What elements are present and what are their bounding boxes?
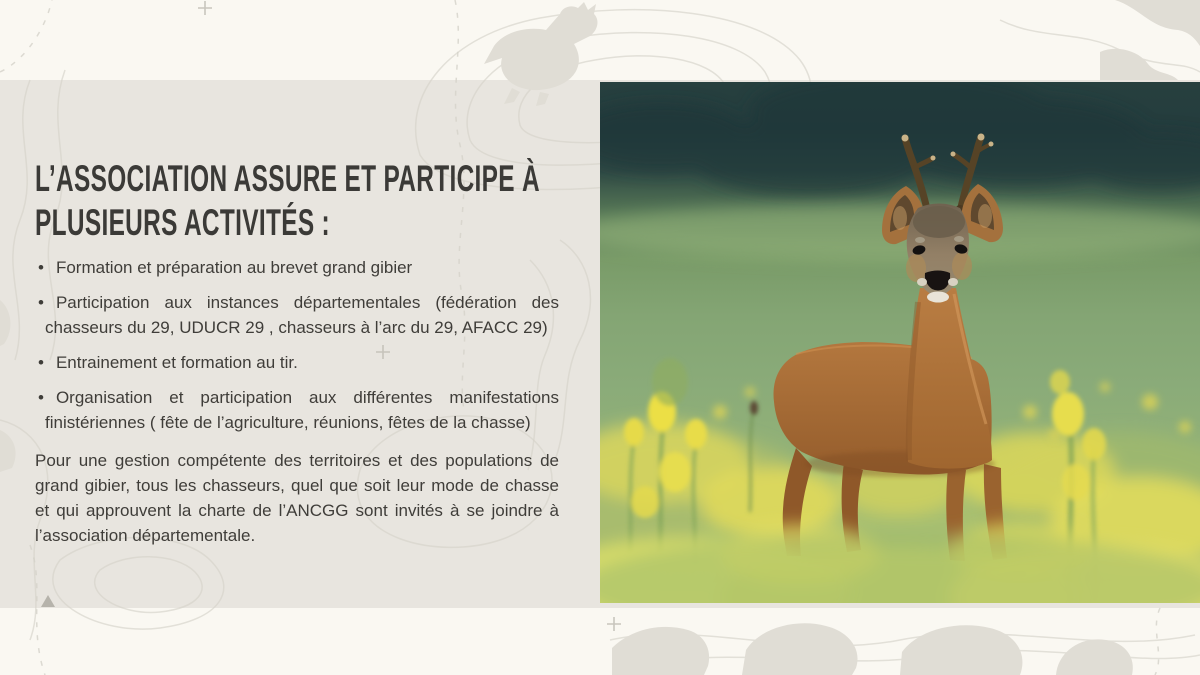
animal-silhouettes (612, 623, 1133, 675)
deer-illustration (600, 82, 1200, 603)
text-panel (35, 157, 559, 548)
slide-title-line-2: PLUSIEURS ACTIVITÉS : (35, 202, 331, 243)
list-item: • Formation et préparation au brevet grand gibier (35, 255, 559, 280)
list-item: • Entrainement et formation au tir. (35, 350, 559, 375)
list-item: • Organisation et participation aux différentes manifestations finistériennes ( fête de l’agriculture, réunions, fêtes de la chasse) (35, 385, 559, 435)
slide-title-line-1: L’ASSOCIATION ASSURE ET PARTICIPE À (35, 158, 540, 199)
closing-paragraph: Pour une gestion compétente des territoires et des populations de grand gibier, tous les chasseurs, quel que soit leur mode de chasse et qui approuvent la charte de l’ANCGG sont invités à se joindre à l’association départementale. (35, 451, 559, 545)
list-item: • Participation aux instances départementales (fédération des chasseurs du 29, UDUCR 29 , chasseurs à l’arc du 29, AFACC 29) (35, 290, 559, 340)
deer-photo (600, 82, 1200, 603)
activity-list (35, 255, 559, 435)
slide-title (35, 157, 559, 245)
